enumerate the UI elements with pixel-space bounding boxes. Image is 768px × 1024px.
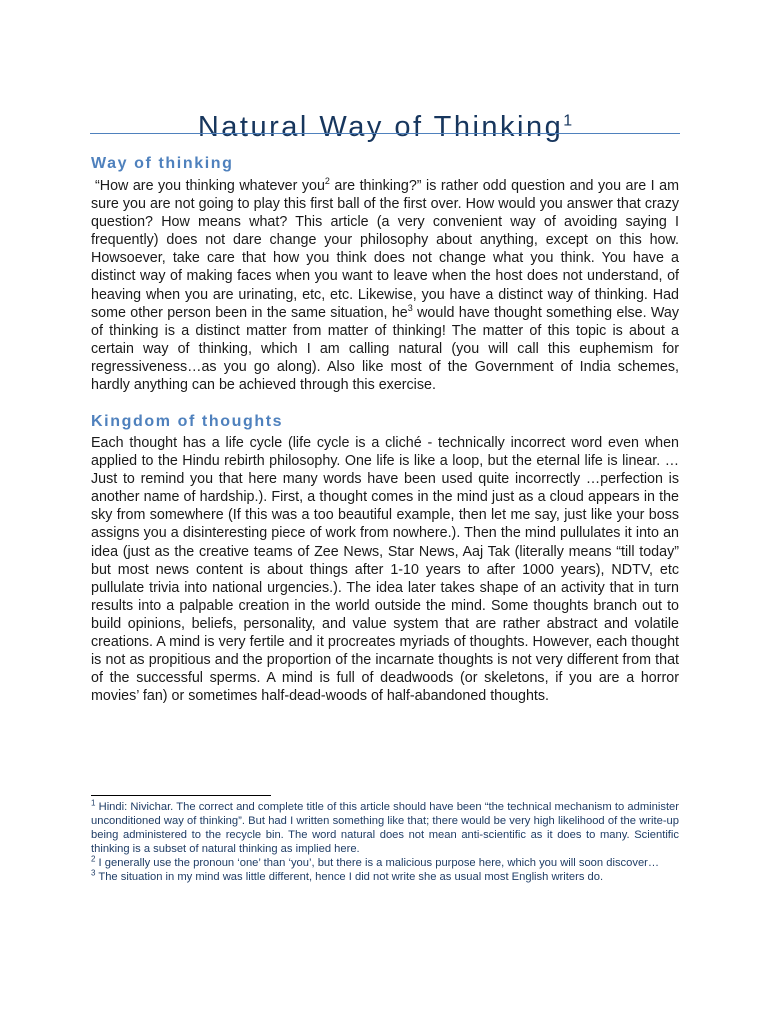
section-heading-kingdom-of-thoughts: Kingdom of thoughts — [91, 413, 284, 430]
footnote-ref-2: 2 — [324, 176, 330, 187]
paragraph-text-part-2: are thinking?” is rather odd question and you are I am sure you are not going to play this first ball of the first over. How would you answer that crazy question? How means what? This article (a very convenient way of avoiding saying I frequently) does not dare change your philosophy about anything, except on this how. Howsoever, take care that how you think does not change what you think. You have a distinct way of making faces when you want to leave when the host does not understand, of heaving when you are urinating, etc, etc. Likewise, you have a distinct way of thinking. Had some other person been in the same situation, he — [91, 178, 680, 321]
footnotes — [91, 800, 679, 885]
page-title — [90, 111, 680, 144]
title-underline — [90, 133, 680, 134]
footnote-2 — [91, 856, 679, 870]
footnote-marker: 2 — [91, 854, 96, 864]
footnote-3 — [91, 870, 679, 884]
section-heading-way-of-thinking: Way of thinking — [91, 155, 234, 172]
paragraph-text-part-3: would have thought something else. Way of thinking is a distinct matter from matter of thinking! The matter of this topic is about a certain way of thinking, which I am calling natural (you will call this euphemism for regressiveness…as you go along). Also like most of the Government of India schemes, hardly anything can be achieved through this exercise. — [91, 304, 679, 394]
title-text: Natural Way of Thinking — [197, 111, 564, 144]
section-paragraph-way-of-thinking — [91, 177, 679, 394]
footnote-marker: 3 — [91, 868, 96, 878]
footnote-text: I generally use the pronoun ‘one’ than ‘you’, but there is a malicious purpose here, which you will soon discover… — [95, 857, 660, 870]
title-footnote-marker: 1 — [563, 112, 573, 130]
footnote-ref-3: 3 — [407, 302, 413, 313]
footnote-marker: 1 — [91, 798, 96, 808]
footnote-separator — [91, 795, 271, 796]
footnote-text: Hindi: Nivichar. The correct and complete title of this article should have been “the technical mechanism to administer unconditioned way of thinking”. But had I written something like that; there would be very high likelihood of the write-up being administered to the recycle bin. The word natural does not mean anti-scientific as it does to many. Scientific thinking is a subset of natural thinking as implied here. — [91, 801, 679, 856]
paragraph-text-part-1: “How are you thinking whatever you — [95, 178, 325, 194]
section-paragraph-kingdom-of-thoughts: Each thought has a life cycle (life cycle is a cliché - technically incorrect word even when applied to the Hindu rebirth philosophy. One life is like a loop, but the eternal life is linear. …Just to remind you that here many words have been used quite incorrectly …perfection is another name of hardship.). First, a thought comes in the mind just as a cloud appears in the sky from somewhere (If this was a too beautiful example, then let me say, just like your boss assigns you a disinteresting piece of work from nowhere.). Then the mind pullulates it into an idea (just as the creative teams of Zee News, Star News, Aaj Tak (literally means “till today” but most news content is about things after 1-10 years to after 1000 years), NDTV, etc pullulate trivia into national urgencies.). The idea later takes shape of an activity that in turn results into a palpable creation in the world outside the mind. Some thoughts branch out to build opinions, beliefs, personality, and value system that are rather abstract and volatile creations. A mind is very fertile and it procreates myriads of thoughts. However, each thought is not as propitious and the proportion of the incarnate thoughts is not very different from that of the successful sperms. A mind is full of deadwoods (or skeletons, if you are a horror movies’ fan) or sometimes half-dead-woods of half-abandoned thoughts. — [91, 435, 679, 705]
footnote-text: The situation in my mind was little different, hence I did not write she as usual most English writers do. — [95, 871, 604, 884]
footnote-1 — [91, 800, 679, 856]
